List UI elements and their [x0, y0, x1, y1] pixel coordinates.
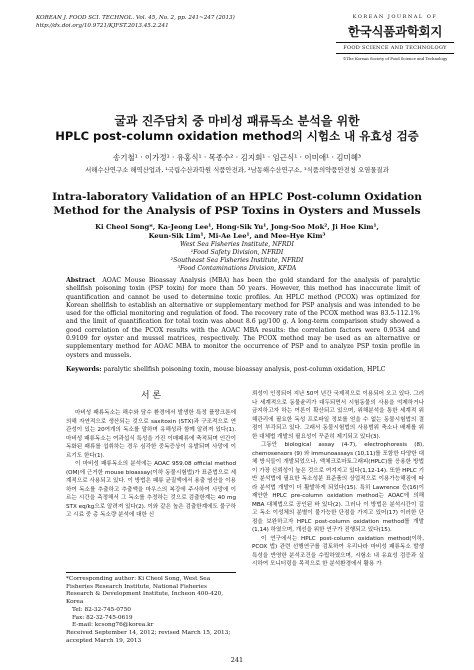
intro-paragraph: 그동안 biological assay (4-7), electrophoresis (8), chemosensors (9) 와 immunoassays (10,11)를 포함한 다양한 대체 방식들이 개발되었으나, 액체크로마토그래피(HPLC)를 응용한 방법이 가장 신뢰성이 높은 것으로 여겨지고 있다(1,12-14). 또한 HPLC 기반 분석법에 필요한 독소성분 표준품의 상업적으로 이용가능해짐에 따라 분석법 개발이 더 활발하게 되었다(15). 특히 Lawrence 등(16)이 제안한 HPLC pre-column oxidation method는 AOAC에 의해 MBA 대체법으로 공인된 바 있다(2). 그러나 이 방법은 분석시간이 길고 독소 이성체의 분별이 불가능한 단점을 가지고 있어(17) 이러한 단점을 보완하고자 HPLC post-column oxidation method를 개발(1,14) 하였으며, 개선을 위한 연구가 진행되고 있다(15). — [252, 442, 424, 533]
introduction-left-column — [66, 409, 236, 520]
affiliation-1: West Sea Fisheries Institute, NFRDI — [180, 241, 294, 248]
journal-name-ko: 한국식품과학회지 — [347, 24, 443, 39]
intro-paragraph: 이 연구에서는 HPLC post-column oxidation method(이하, PCOX 법) 관련 선행연구를 검토하여 우리나라 마비성 패류독소 발생특성을 반영한 분석조건을 수립하였으며, 시험소 내 유효성 검증과 실시하여 모니터링을 목적으로 한 분석환경에서 활용 가 — [252, 535, 424, 567]
intro-paragraph: 이 마비성 패류독소의 분석에는 AOAC 959.08 official method (OM)에 근거한 mouse bioassay(이하 동물시험법)가 표준법으로 세계적으로 사용되고 있다. 이 방법은 패류 균질액에서 용출 염산을 이용하여 독소를 추출하고 추출액을 마우스의 복강에 주사하여 사망에 이르는 시간을 측정해서 그 독소를 추정하는 것으로 검출한계는 40 mg STX eq/kg으로 알려져 있다(2). 이와 같은 높은 검출한계에도 불구하고 시료 중 총 독소량 분석에 대한 신 — [66, 461, 236, 518]
society-notice: ©The Korean Society of Food Science and Technology — [342, 56, 448, 61]
affiliation-2: ¹Food Safety Division, NFRDI — [190, 249, 284, 256]
citation-text: KOREAN J. FOOD SCI. TECHNOL. Vol. 45, No. 2, pp. 241~247 (2013) — [36, 15, 235, 21]
affiliations-korean: 서해수산연구소 해역산업과, ¹국립수산과학원 식품안전과, ²남동해수산연구소, ³식품의약품안전청 오염물질과 — [85, 166, 389, 174]
title-english-line1: Intra-laboratory Validation of an HPLC Post-column Oxidation — [52, 191, 422, 203]
abstract-label: Abstract — [66, 277, 96, 284]
journal-logo-block — [336, 14, 454, 61]
email-link[interactable]: E-mail: kcsong76@korea.kr — [72, 622, 154, 629]
title-korean-line2: HPLC post-column oxidation method의 시험소 내 유효성 검증 — [55, 129, 419, 143]
header-rule-2 — [336, 53, 454, 54]
corresponding-author: *Corresponding author: Ki Cheol Song, West Sea Fisheries Research Institute, National Fisheries Research & Development Institute, Incheon 400-420, Korea — [66, 576, 224, 606]
journal-name-en: KOREAN JOURNAL OF — [352, 14, 438, 20]
journal-citation-header — [36, 14, 235, 30]
keywords-text: paralytic shellfish poisoning toxin, mouse bioassay analysis, post-column oxidation, HPLC — [103, 366, 386, 373]
keywords-label: Keywords: — [66, 366, 102, 373]
abstract-text: AOAC Mouse Bioassay Analysis (MBA) has been the gold standard for the analysis of paralytic shellfish poisoning toxin (PSP toxin) for more than 50 years. However, this method has inaccurate limit of quantification and cannot be used to determine toxic profiles. An HPLC method (PCOX) was optimized for Korean shellfish to establish an alternative or supplementary method for PSP analysis and was intended to be used for the official monitoring and regulation of food. The recovery rate of the PCOX method was 83.5-112.1% and the limit of quantification for total toxin was about 8.6 μg/100 g. A long-term comparison study showed a good correlation of the PCOX results with the AOAC MBA results: the correlation factors were 0.9534 and 0.9109 for oyster and mussel matrices, respectively. The PCOX method may be used as an alternative or supplementary method for AOAC MBA to monitor the occurrence of PSP and to analyze PSP toxin profile in oysters and mussels. — [66, 277, 420, 359]
fax: Fax: 82-32-745-0619 — [72, 614, 133, 621]
intro-paragraph: 뢰성이 인정되어 지난 50여 년간 국제적으로 이용되어 오고 있다. 그러나 세계적으로 동물윤리가 대두되면서 시험동물의 사용을 억제하거나 금지하고자 하는 여론이 확산되고 있으며, 위해분석을 통한 세계적 위해관리에 필요한 독성 프로파일 정보를 얻을 수 없는 동물시험법의 결점이 부각되고 있다. 그래서 동물시험법의 사용범위 축소나 배제를 위한 대체법 개발의 필요성이 꾸준히 제기되고 있다(3). — [252, 391, 424, 440]
introduction-right-column — [252, 390, 424, 569]
corresponding-author-footnote — [66, 576, 236, 645]
title-korean-line1: 굴과 진주담치 중 마비성 패류독소 분석을 위한 — [114, 114, 360, 128]
abstract — [66, 277, 420, 360]
affiliation-3: ²Southeast Sea Fisheries Institute, NFRDI — [170, 257, 304, 264]
doi-link[interactable]: http://dx.doi.org/10.9721/KJFST.2013.45.2.241 — [36, 23, 169, 29]
keywords — [66, 366, 420, 373]
telephone: Tel: 82-32-745-0750 — [72, 606, 131, 613]
title-english-line2: Method for the Analysis of PSP Toxins in Oysters and Mussels — [53, 205, 421, 217]
accepted-date: accepted March 19, 2013 — [66, 637, 142, 644]
authors-english-line2: Keun-Sik Lim¹, Mi-Ae Lee¹, and Mee-Hye Kim³ — [148, 232, 326, 240]
received-date: Received September 14, 2012; revised March 15, 2013; — [66, 629, 231, 636]
intro-paragraph: 마비성 패류독소는 해수와 담수 환경에서 발생한 특정 플랑크톤에 의해 자연적으로 생산되는 것으로 saxitoxin (STX)과 구조적으로 연관성이 있는 20여개의 독소를 말하며 유해성과 함께 알려져 있다(1). 마비성 패류독소는 여과섭식 특성을 가진 이매패류에 축적되며 인간이 독화된 패류를 섭취하는 경우 심각한 중독증상이 유발되며 사망에 이르기도 한다(1). — [66, 410, 236, 459]
header-rule — [336, 42, 454, 43]
authors-korean: 송기철¹ · 이가정¹ · 유홍식¹ · 목종수² · 김지회¹ · 임근식¹ · 이미애¹ · 김미혜³ — [113, 153, 361, 162]
affiliation-4: ³Food Contaminations Division, KFDA — [177, 265, 297, 272]
introduction-heading: 서 론 — [140, 391, 162, 401]
journal-subtitle: FOOD SCIENCE AND TECHNOLOGY — [343, 45, 447, 51]
footnote-divider — [66, 572, 236, 573]
page-number: 241 — [230, 656, 244, 664]
authors-english-line1: Ki Cheol Song*, Ka-Jeong Lee¹, Hong-Sik Yu¹, Jong-Soo Mok², Ji Hoe Kim¹, — [95, 223, 379, 231]
